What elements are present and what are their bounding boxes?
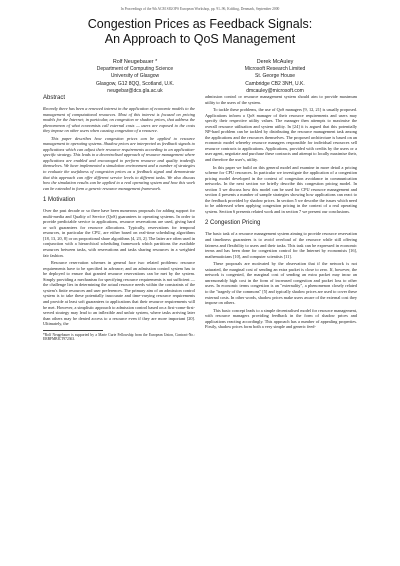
author-department: Microsoft Research Limited (244, 66, 306, 73)
body-paragraph: This basic concept leads to a simple decentralised model for resource management, with resource managers providing feedback in the form of shadow prices and applications reacting accordingly. This approach has a number of appealing properties. Firstly, shadow prices form both a very simple and generic feed- (205, 307, 357, 330)
body-paragraph: These proposals are motivated by the observation that if the network is not saturated, the marginal cost of sending an extra packet is close to zero. If, however, the network is congested, the marginal cost of sending an extra packet may incur an unreasonably high cost in the form of increased congestion and packet loss to other users. In economic terms congestion is an "externality", a phenomenon closely related to the "tragedy of the commons" [5] and typically shadow prices are used to cover these external costs. In other words, shadow prices make users aware of the external cost they impose on others. (205, 261, 357, 306)
body-paragraph: The basic task of a resource management system aiming to provide resource reservation and timeliness guarantees is to avoid overload of the resource while still offering fairness and flexibility to users and their tasks. This task can be expressed in economic terms and has been done for congestion control for the Internet by economists [16], mathematicians [10], and computer scientists [11]. (205, 231, 357, 259)
author-2 (205, 59, 345, 95)
paper-title (0, 17, 400, 47)
title-line-2: An Approach to QoS Management (104, 32, 296, 46)
right-column (205, 94, 357, 332)
author-department: Department of Computing Science (96, 66, 174, 73)
section-heading-motivation: 1 Motivation (43, 197, 76, 204)
author-name: Rolf Neugebauer * (112, 59, 158, 65)
author-email: neugebar@dcs.gla.ac.uk (107, 87, 163, 94)
footnote: *Rolf Neugebauer is supported by a Marie Curie Fellowship from the European Union, Contract-No.: ERBFMBICT972363. (43, 332, 195, 342)
body-paragraph: In this paper we build on this general model and examine in more detail a pricing scheme for CPU resources. In particular we investigate the application of a congestion pricing model developed in the context of congestion avoidance in communication networks. In the next section we briefly describe this congestion pricing model. In section 3 we discuss how this model can be used for CPU resource management and section 4 presents a number of sample strategies showing how applications can react to the feedback provided by shadow prices. In section 5 we describe the issues which need to be addressed when applying congestion pricing in the context of a real operating system. Section 6 presents related work and in section 7 we present our conclusions. (205, 164, 357, 214)
body-paragraph: admission control or resource management system should aim to provide maximum utility to the users of the system. (205, 94, 357, 105)
author-name: Derek McAuley (256, 59, 294, 65)
body-paragraph: To tackle these problems, the use of QoS managers [9, 12, 21] is usually proposed. Applications inform a QoS manager of their resource requirements and users may specify their respective utility values. The manager then attempts to maximise the overall resource utilisation and system utility. In [24] it is argued that this potentially NP-hard problem can be tackled by distributing the resource management task among the applications and the resources themselves. The proposed architecture is based on an economic model whereby resource managers responsible for individual resources sell resource contracts to applications. Applications, provided with credits by the users or a user agent, negotiate and purchase these contracts and attempt to locally maximise their, and therefore the user's, utility. (205, 107, 357, 163)
abstract-heading: Abstract (43, 95, 66, 101)
body-paragraph: Resource reservation schemes in general face two related problems: resource requirements have to be specified in advance; and an admission control system has to be deployed to ensure that granted resource reservations can be met by the system. Simply providing a mechanism for specifying resource requirements is not sufficient — the challenge lies in determining the actual resource needs within the constraints of the system's finite resources and user preferences. The primary aim of an admission control system is to take these potentially inaccurate and time-varying resource requirements and provide at least soft guarantees to applications that their resource requirements will be met. However, a simplistic approach to admission control based on a first-come-first-served strategy may lead to an inflexible and unfair system, where tasks arriving later than others may be denied access to a resource even if they are more important [20]. Ultimately, the (43, 260, 195, 327)
author-address: Glasgow, G12 8QQ, Scotland, U.K. (95, 80, 175, 87)
body-paragraph: Over the past decade or so there have been numerous proposals for adding support for multi-media and Quality of Service (QoS) guarantees to operating systems. In order to provide predictable service to applications, resource reservations are used, giving hard or soft guarantees for resource allocations. Typically, reservations for temporal resources, in particular the CPU, are either based on real-time scheduling algorithms [18, 13, 20, 8] or on proportional share algorithms [4, 23, 2]. The latter are often used in conjunction with a hierarchical scheduling framework which partitions the available resources between tasks, with reservations and tasks sharing resources in a weighted fair fashion. (43, 208, 195, 258)
proceedings-line: In Proceedings of the 9th ACM SIGOPS European Workshop, pp. 91–96, Kolding, Denmark, September 2000 (120, 7, 280, 11)
section-heading-congestion-pricing: 2 Congestion Pricing (205, 220, 261, 227)
author-address: Cambridge CB2 3NH, U.K. (245, 80, 305, 87)
left-column (43, 94, 195, 342)
author-1 (65, 59, 205, 95)
title-line-1: Congestion Prices as Feedback Signals: (87, 17, 313, 31)
author-email: dmcauley@microsoft.com (246, 87, 304, 94)
author-organisation: University of Glasgow (110, 73, 160, 80)
footnote-rule (43, 330, 103, 331)
abstract-paragraph: Recently there has been a renewed interest in the application of economic models to the management of computational resources. Most of this interest is focused on pricing models for the Internet; in particular, on congestion or shadow prices, that address the phenomenon of what economists call external costs — users are exposed to the costs they impose on other users when causing congestion of a resource. (43, 106, 195, 134)
author-organisation: St. George House (254, 73, 296, 80)
abstract-paragraph: This paper describes how congestion prices can be applied to resource management in operating systems. Shadow prices are interpreted as feedback signals to applications which can adjust their resource requirements according to an application-specific strategy. This leads to a decentralised approach of resource management where applications are enabled and encouraged to perform resource and quality tradeoffs themselves. We have implemented a simulation environment and a number of strategies to evaluate the usefulness of congestion prices as a feedback signal and demonstrate that this approach can offer different service levels to different tasks. We also discuss how the simulation results can be applied to a real operating system and how this work can be extended to form a generic resource management framework. (43, 135, 195, 191)
